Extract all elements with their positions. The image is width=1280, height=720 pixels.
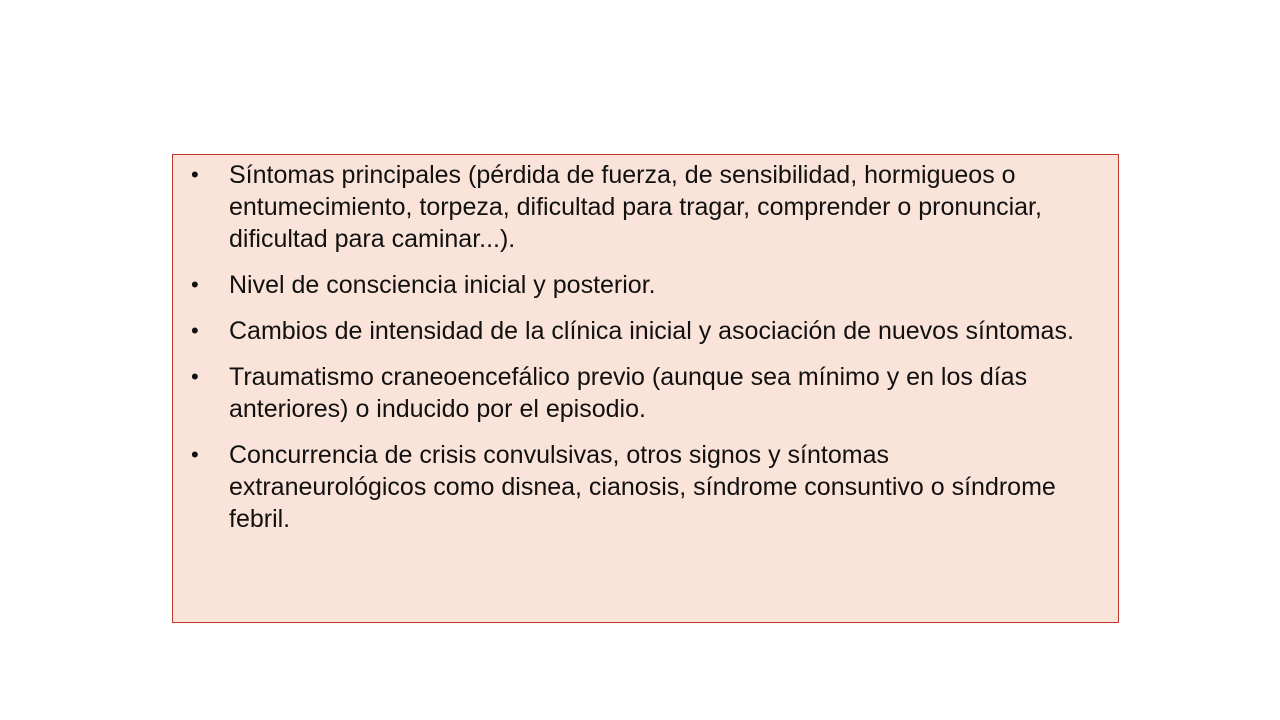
bullet-icon: • xyxy=(191,442,199,467)
bullet-item-3 xyxy=(187,315,1087,347)
bullet-text: Traumatismo craneoencefálico previo (aunque sea mínimo y en los días anteriores) o inducido por el episodio. xyxy=(229,363,1028,423)
text-panel xyxy=(172,154,1119,623)
bullet-text: Síntomas principales (pérdida de fuerza, de sensibilidad, hormigueos o entumecimiento, torpeza, dificultad para tragar, comprender o pronunciar, dificultad para caminar...). xyxy=(229,161,1042,253)
bullet-text: Concurrencia de crisis convulsivas, otros signos y síntomas extraneurológicos como disnea, cianosis, síndrome consuntivo o síndrome febril. xyxy=(229,441,1056,533)
bullet-icon: • xyxy=(191,162,199,187)
bullet-item-5 xyxy=(187,439,1087,535)
bullet-icon: • xyxy=(191,318,199,343)
bullet-text: Cambios de intensidad de la clínica inicial y asociación de nuevos síntomas. xyxy=(229,317,1074,345)
bullet-text: Nivel de consciencia inicial y posterior. xyxy=(229,271,656,299)
bullet-list xyxy=(187,159,1087,549)
bullet-icon: • xyxy=(191,364,199,389)
bullet-item-2 xyxy=(187,269,1087,301)
bullet-item-4 xyxy=(187,361,1087,425)
bullet-item-1 xyxy=(187,159,1087,255)
bullet-icon: • xyxy=(191,272,199,297)
